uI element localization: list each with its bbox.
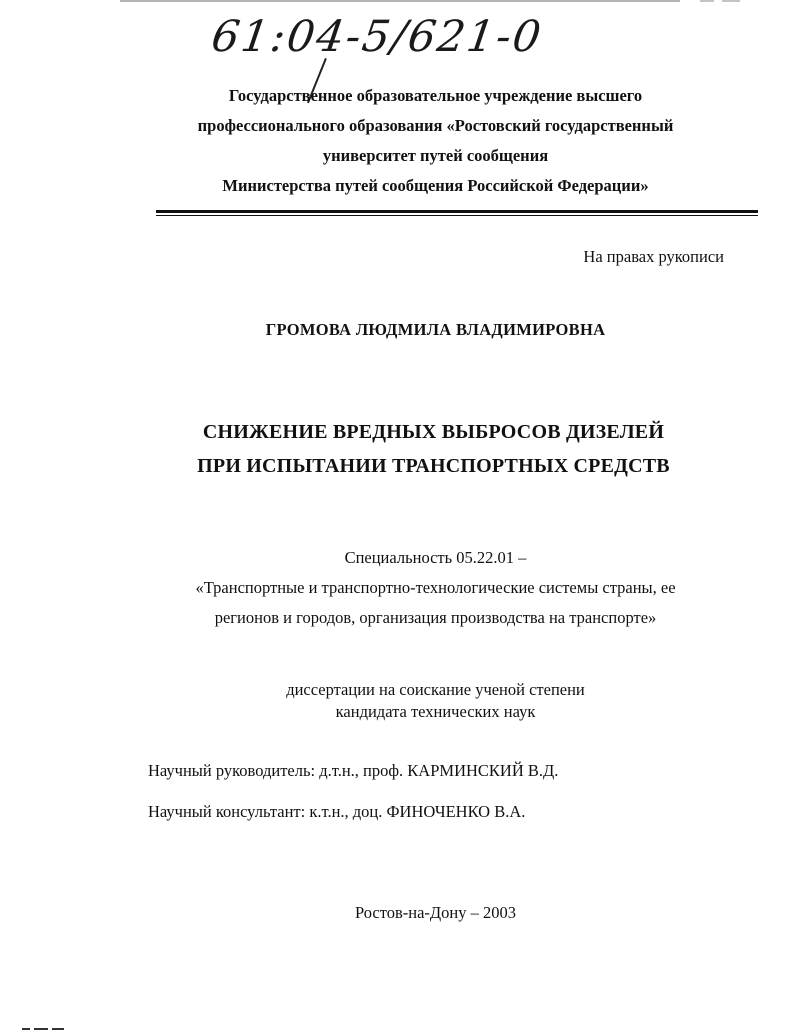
institution-line: Министерства путей сообщения Российской Федерации» <box>222 176 649 195</box>
scan-edge-dash <box>722 0 740 2</box>
scan-edge-line <box>120 0 680 2</box>
scientific-consultant: Научный консультант: к.т.н., доц. ФИНОЧЕНКО В.А. <box>148 802 526 821</box>
header-divider-thin <box>156 215 758 216</box>
manuscript-note: На правах рукописи <box>583 247 724 266</box>
dissertation-title-line: ПРИ ИСПЫТАНИИ ТРАНСПОРТНЫХ СРЕДСТВ <box>197 455 670 477</box>
institution-line: университет путей сообщения <box>322 146 549 165</box>
degree-line: диссертации на соискание ученой степени <box>286 680 585 699</box>
header-divider-thick <box>156 210 758 213</box>
handwritten-archive-code: 61:04-5/621-0 <box>208 12 546 62</box>
scientific-supervisor: Научный руководитель: д.т.н., проф. КАРМИНСКИЙ В.Д. <box>148 761 559 780</box>
scan-edge-dash <box>700 0 714 2</box>
city-year: Ростов-на-Дону – 2003 <box>354 903 516 922</box>
institution-line: Государственное образовательное учреждение высшего <box>228 86 643 105</box>
specialty-line: Специальность 05.22.01 – <box>344 548 527 567</box>
degree-line: кандидата технических наук <box>335 702 536 721</box>
specialty-line: регионов и городов, организация производства на транспорте» <box>214 608 657 627</box>
specialty-line: «Транспортные и транспортно-технологические системы страны, ее <box>195 578 676 597</box>
dissertation-title-line: СНИЖЕНИЕ ВРЕДНЫХ ВЫБРОСОВ ДИЗЕЛЕЙ <box>202 421 665 443</box>
scan-corner-mark <box>22 1026 68 1032</box>
institution-line: профессионального образования «Ростовский государственный <box>197 116 674 135</box>
author-name: ГРОМОВА ЛЮДМИЛА ВЛАДИМИРОВНА <box>265 320 606 339</box>
